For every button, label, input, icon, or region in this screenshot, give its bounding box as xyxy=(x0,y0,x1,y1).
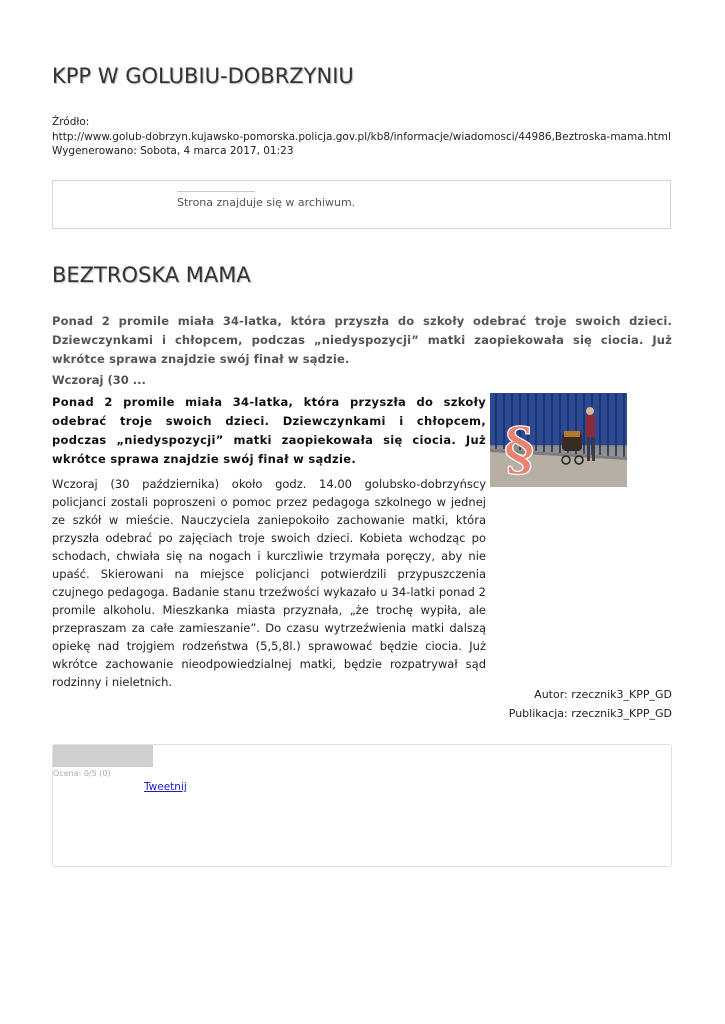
article-author: Autor: rzecznik3_KPP_GD xyxy=(534,688,672,701)
archive-notice-box xyxy=(52,180,671,229)
archive-divider xyxy=(177,191,255,192)
article-title: BEZTROSKA MAMA xyxy=(52,263,251,287)
tweet-link[interactable]: Tweetnij xyxy=(144,781,187,793)
article-intro: Ponad 2 promile miała 34-latka, która przyszła do szkoły odebrać troje swoich dzieci. Dziewczynkami i chłopcem, podczas „niedyspozycji” matki zaopiekowała się ciocia. Już wkrótce sprawa znajdzie swój finał w sądzie. xyxy=(52,395,486,466)
article-publication: Publikacja: rzecznik3_KPP_GD xyxy=(508,707,672,720)
site-title: KPP W GOLUBIU-DOBRZYNIU xyxy=(52,64,354,88)
archive-notice: Strona znajduje się w archiwum. xyxy=(177,196,356,209)
generated-date: Wygenerowano: Sobota, 4 marca 2017, 01:23 xyxy=(52,145,294,157)
article-body: Wczoraj (30 października) około godz. 14.00 golubsko-dobrzyńscy policjanci zostali poproszeni o pomoc przez pedagoga szkolnego w jednej ze szkół w mieście. Nauczyciela zaniepokoiło zachowanie matki, która przyszła odebrać po zajęciach troje swoich dzieci. Kobieta wchodząc po schodach, chwiała się na nogach i kurczliwie trzymała poręczy, aby nie upaść. Skierowani na miejsce policjanci potwierdzili przypuszczenia czujnego pedagoga. Badanie stanu trzeźwości wykazało u 34-latki ponad 2 promile alkoholu. Mieszkanka miasta przyznała, „że trochę wypiła, ale przepraszam za całe zamieszanie”. Do czasu wytrzeźwienia matki dalszą opiekę nad trojgiem rodzeństwa (5,5,8l.) sprawować będzie ciocia. Już wkrótce zachowanie nieodpowiedzialnej matki, będzie rozpatrywał sąd rodzinny i nieletnich. xyxy=(52,477,486,689)
source-block xyxy=(52,115,671,159)
source-url: http://www.golub-dobrzyn.kujawsko-pomorska.policja.gov.pl/kb8/informacje/wiadomosci/44986,Beztroska-mama.html xyxy=(52,130,671,143)
article-lead: Ponad 2 promile miała 34-latka, która przyszła do szkoły odebrać troje swoich dzieci. Dziewczynkami i chłopcem, podczas „niedyspozycji” matki zaopiekowała się ciocia. Już wkrótce sprawa znajdzie swój finał w sądzie. xyxy=(52,314,672,366)
rating-box xyxy=(52,744,672,867)
paragraph-sign-icon: § xyxy=(504,415,535,483)
source-label: Źródło: xyxy=(52,116,90,128)
article-photo xyxy=(490,393,627,487)
rating-label: Ocena: 0/5 (0) xyxy=(53,769,111,778)
article-image xyxy=(490,393,627,487)
article-lead-more: Wczoraj (30 ... xyxy=(52,373,146,387)
rating-stars[interactable] xyxy=(53,745,153,767)
